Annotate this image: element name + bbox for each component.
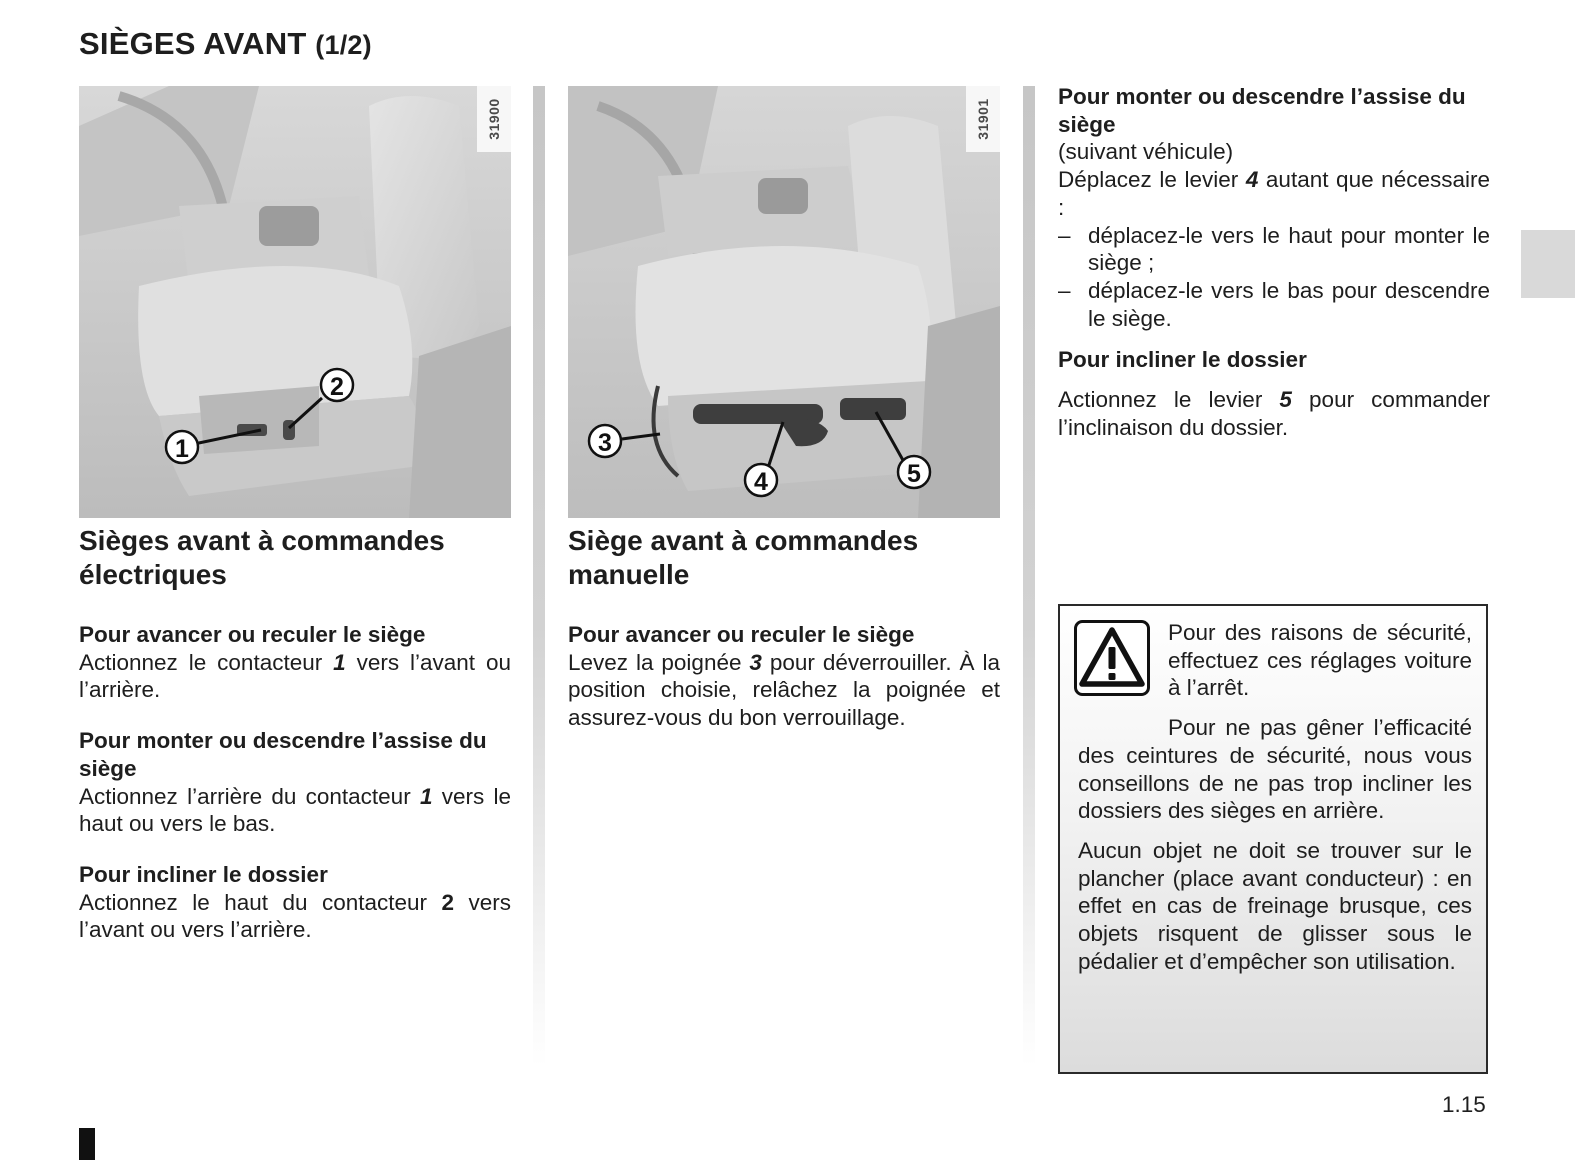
callout-1-label: 1 — [175, 435, 189, 463]
column-seat-adjust-details — [1058, 83, 1490, 464]
callout-4 — [745, 464, 777, 496]
instruction-text — [79, 649, 511, 704]
photo-manual-seat — [568, 86, 1000, 518]
warning-paragraph-2: Pour ne pas gêner l’efficacité des ceintures de sécurité, nous vous conseillons de ne pas trop incliner les dossiers des sièges en arrière. — [1078, 715, 1472, 824]
page-title-part: (1/2) — [315, 30, 372, 60]
list-item-text: déplacez-le vers le haut pour monter le siège ; — [1088, 222, 1490, 276]
instruction-text-pre: Actionnez le levier — [1058, 387, 1280, 413]
instruction-text — [79, 889, 511, 944]
list-dash: – — [1058, 277, 1071, 303]
list-dash: – — [1058, 222, 1071, 248]
control-ref: 3 — [749, 649, 762, 675]
column-divider-1 — [533, 86, 545, 1066]
instruction-block — [1058, 346, 1490, 441]
list-item-text: déplacez-le vers le bas pour descendre le siège. — [1088, 277, 1490, 331]
instruction-title: Pour monter ou descendre l’assise du siège — [79, 728, 487, 781]
page-number: 1.15 — [1442, 1092, 1486, 1117]
control-ref: 1 — [419, 783, 433, 809]
instruction-text — [1058, 166, 1490, 221]
instruction-block — [568, 621, 1000, 732]
warning-paragraph-1: Pour des raisons de sécurité, effectuez ces réglages voiture à l’arrêt. — [1168, 620, 1472, 701]
photo-ref-number: 31900 — [486, 98, 502, 140]
instruction-text-post: vers le haut ou vers le bas. — [79, 783, 511, 837]
photo-ref-number: 31901 — [975, 98, 991, 140]
instruction-text-pre: Actionnez le haut du contacteur — [79, 889, 442, 915]
callout-5 — [898, 456, 930, 488]
page-title — [79, 26, 372, 62]
column-electric-seat — [79, 524, 511, 967]
callout-4-label: 4 — [754, 468, 768, 496]
control-ref: 5 — [1279, 387, 1292, 413]
instruction-text — [568, 649, 1000, 732]
callout-2 — [321, 369, 353, 401]
photo-ref-box — [966, 86, 1000, 152]
photo-electric-seat — [79, 86, 511, 518]
warning-text — [1078, 619, 1472, 975]
callout-3-label: 3 — [598, 429, 612, 457]
instruction-block — [1058, 83, 1490, 332]
control-ref: 1 — [333, 649, 346, 675]
instruction-note: (suivant véhicule) — [1058, 139, 1234, 165]
instruction-title: Pour avancer ou reculer le siège — [568, 622, 915, 647]
instruction-text-post: pour déverrouiller. À la position choisie, relâchez la poignée et assurez-vous du bon verrouillage. — [568, 649, 1001, 731]
photo-electric-seat-image — [79, 86, 511, 518]
instruction-text-pre: Actionnez l’arrière du contacteur — [79, 783, 420, 809]
instruction-block — [79, 861, 511, 944]
instruction-text-pre: Actionnez le contacteur — [79, 649, 334, 675]
page-title-text: SIÈGES AVANT — [79, 26, 307, 61]
callout-2-label: 2 — [330, 373, 344, 401]
control-ref: 2 — [441, 889, 455, 915]
instruction-text-pre: Déplacez le levier — [1058, 167, 1246, 193]
control-ref: 4 — [1245, 167, 1259, 193]
instruction-title: Pour incliner le dossier — [1058, 347, 1307, 373]
instruction-text-pre: Levez la poignée — [568, 649, 750, 675]
instruction-title: Pour avancer ou reculer le siège — [79, 622, 426, 647]
instruction-block — [79, 621, 511, 704]
list-item — [1058, 222, 1490, 277]
photo-ref-box — [477, 86, 511, 152]
instruction-text-post: vers l’avant ou vers l’arrière. — [79, 889, 511, 943]
photo-manual-seat-image — [568, 86, 1000, 518]
instruction-text — [79, 783, 511, 838]
list-item — [1058, 277, 1490, 332]
instruction-title: Pour monter ou descendre l’assise du siège — [1058, 84, 1466, 137]
column-divider-2 — [1023, 86, 1035, 1066]
instruction-block — [79, 727, 511, 838]
section-heading: Siège avant à commandes manuelle — [568, 525, 919, 590]
callout-1 — [166, 431, 198, 463]
chapter-tab-marker — [1521, 230, 1575, 298]
section-heading: Sièges avant à commandes électriques — [79, 525, 445, 590]
instruction-text-post: vers l’avant ou l’arrière. — [79, 649, 512, 703]
instruction-text-post: pour commander l’inclinaison du dossier. — [1058, 387, 1490, 440]
column-manual-seat — [568, 524, 1000, 755]
instruction-text-post: autant que nécessaire : — [1058, 167, 1490, 220]
callout-5-label: 5 — [907, 460, 921, 488]
callout-3 — [589, 425, 621, 457]
corner-mark — [79, 1128, 95, 1160]
warning-box — [1058, 604, 1488, 1074]
instruction-text — [1058, 386, 1490, 441]
warning-paragraph-3: Aucun objet ne doit se trouver sur le plancher (place avant conducteur) : en effet en cas de freinage brusque, ces objets risquent de glisser sous le pédalier et d’empêcher son utilisation. — [1078, 837, 1472, 974]
instruction-title: Pour incliner le dossier — [79, 861, 328, 887]
